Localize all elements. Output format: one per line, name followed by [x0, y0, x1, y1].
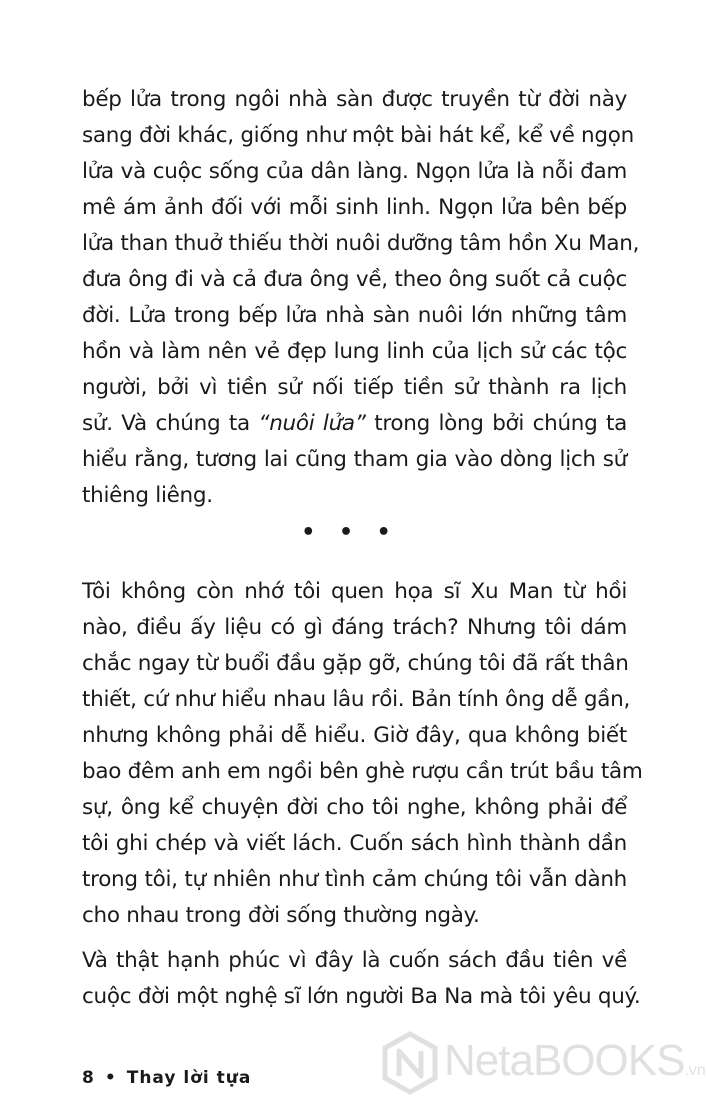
text-line: chắc ngay từ buổi đầu gặp gỡ, chúng tôi đã rất thân — [82, 651, 629, 676]
text-line: nào, điều ấy liệu có gì đáng trách? Nhưng tôi dám — [82, 615, 627, 640]
watermark-suffix: .vn — [684, 1062, 706, 1079]
text-line: thiết, cứ như hiểu nhau lâu rồi. Bản tính ông dễ gần, — [82, 687, 631, 712]
text-line: trong tôi, tự nhiên như tình cảm chúng tôi vẫn dành — [82, 867, 627, 892]
text-line: cho nhau trong đời sống thường ngày. — [82, 903, 480, 928]
footer-bullet: • — [104, 1068, 117, 1088]
text-line: tôi ghi chép và viết lách. Cuốn sách hình thành dần — [82, 831, 627, 856]
text-segment: sử. Và chúng ta — [82, 411, 259, 436]
text-line: lửa than thuở thiếu thời nuôi dưỡng tâm hồn Xu Man, — [82, 231, 640, 256]
text-line: hồn và làm nên vẻ đẹp lung linh của lịch sử các tộc — [82, 339, 627, 364]
quoted-italic-phrase: “nuôi lửa” — [258, 411, 366, 436]
text-line: thiêng liêng. — [82, 483, 213, 508]
watermark-brand-text: NetaBOOKS — [444, 1036, 685, 1085]
text-line: đời. Lửa trong bếp lửa nhà sàn nuôi lớn những tâm — [82, 303, 627, 328]
watermark-brand — [444, 1036, 706, 1086]
text-line: mê ám ảnh đối với mỗi sinh linh. Ngọn lửa bên bếp — [82, 195, 627, 220]
page-footer — [82, 1068, 251, 1088]
text-line: Tôi không còn nhớ tôi quen họa sĩ Xu Man từ hồi — [82, 579, 627, 604]
text-line: nhưng không phải dễ hiểu. Giờ đây, qua không biết — [82, 723, 627, 748]
text-line: sang đời khác, giống như một bài hát kể, kể về ngọn — [82, 123, 634, 148]
text-segment: trong lòng bởi chúng ta — [365, 411, 627, 436]
netabooks-logo-icon — [382, 1032, 438, 1094]
text-line: người, bởi vì tiền sử nối tiếp tiền sử thành ra lịch — [82, 375, 627, 400]
text-line: bao đêm anh em ngồi bên ghè rượu cần trút bầu tâm — [82, 759, 643, 784]
text-line: đưa ông đi và cả đưa ông về, theo ông suốt cả cuộc — [82, 267, 627, 292]
text-line: sự, ông kể chuyện đời cho tôi nghe, không phải để — [82, 795, 627, 820]
section-separator: • • • — [301, 520, 399, 545]
text-line: hiểu rằng, tương lai cũng tham gia vào dòng lịch sử — [82, 447, 627, 472]
text-line: lửa và cuộc sống của dân làng. Ngọn lửa là nỗi đam — [82, 159, 627, 184]
text-line: bếp lửa trong ngôi nhà sàn được truyền từ đời này — [82, 87, 627, 112]
section-title: Thay lời tựa — [126, 1068, 252, 1088]
text-line: cuộc đời một nghệ sĩ lớn người Ba Na mà tôi yêu quý. — [82, 984, 641, 1009]
text-line — [82, 409, 627, 439]
watermark — [382, 1030, 706, 1100]
text-line: Và thật hạnh phúc vì đây là cuốn sách đầu tiên về — [82, 948, 627, 973]
page-number: 8 — [82, 1068, 95, 1088]
